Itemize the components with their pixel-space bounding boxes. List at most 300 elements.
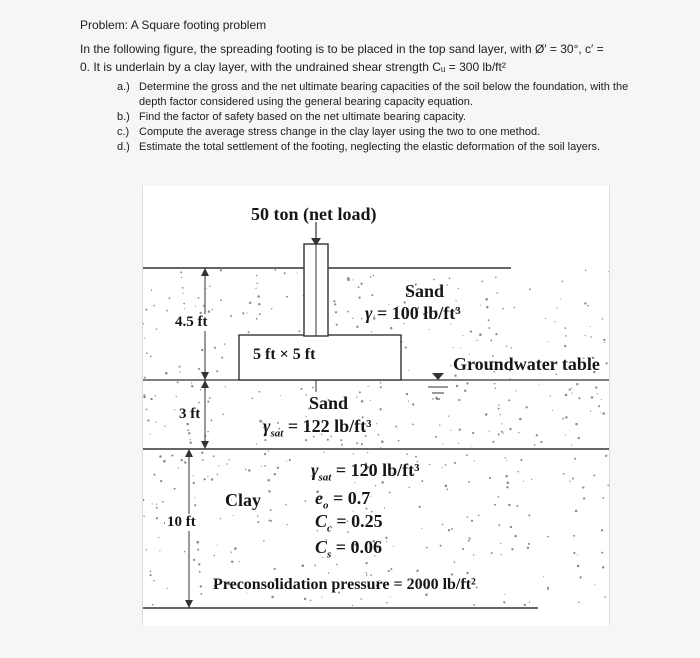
soil-speckle — [478, 515, 480, 517]
soil-speckle — [524, 604, 526, 606]
soil-speckle — [498, 524, 500, 526]
soil-speckle — [365, 562, 367, 564]
soil-speckle — [466, 454, 468, 456]
soil-speckle — [421, 528, 422, 529]
soil-speckle — [341, 444, 343, 446]
soil-speckle — [178, 467, 179, 468]
soil-speckle — [577, 565, 580, 568]
soil-speckle — [571, 392, 572, 393]
soil-speckle — [486, 306, 488, 308]
soil-speckle — [211, 478, 213, 480]
soil-speckle — [448, 529, 450, 531]
soil-speckle — [176, 396, 177, 397]
soil-speckle — [481, 281, 483, 283]
soil-speckle — [370, 496, 371, 497]
soil-speckle — [447, 284, 448, 285]
soil-speckle — [607, 484, 609, 486]
soil-speckle — [585, 335, 586, 336]
lower-sand-label: Sand — [309, 393, 349, 413]
preconsolidation-pressure — [213, 576, 476, 594]
soil-speckle — [252, 398, 254, 400]
soil-speckle — [602, 497, 604, 499]
soil-speckle — [248, 331, 250, 333]
soil-speckle — [563, 473, 565, 475]
soil-speckle — [466, 382, 468, 384]
soil-speckle — [442, 467, 443, 468]
soil-speckle — [156, 328, 157, 329]
soil-speckle — [380, 447, 381, 448]
top-sand-label: Sand — [405, 281, 445, 301]
soil-speckle — [429, 464, 431, 466]
soil-speckle — [534, 444, 536, 446]
soil-speckle — [565, 434, 566, 435]
soil-speckle — [335, 311, 337, 313]
soil-speckle — [554, 321, 555, 322]
soil-speckle — [498, 496, 500, 498]
soil-speckle — [504, 602, 506, 604]
soil-speckle — [419, 506, 421, 508]
soil-speckle — [359, 391, 361, 393]
soil-speckle — [202, 459, 204, 461]
soil-speckle — [257, 295, 260, 298]
gamma-subscript: sat — [318, 471, 332, 484]
soil-speckle — [256, 318, 258, 320]
soil-speckle — [286, 461, 287, 462]
soil-speckle — [590, 326, 591, 327]
soil-speckle — [256, 275, 258, 277]
preconsolidation-label: Preconsolidation pressure — [213, 576, 390, 593]
soil-speckle — [286, 524, 287, 525]
question-marker: b.) — [117, 111, 130, 123]
soil-speckle — [274, 568, 276, 570]
soil-speckle — [146, 549, 147, 550]
soil-speckle — [233, 515, 234, 516]
soil-speckle — [405, 347, 407, 349]
soil-speckle — [505, 457, 506, 458]
soil-speckle — [597, 393, 598, 394]
soil-speckle — [518, 432, 519, 433]
soil-speckle — [497, 292, 499, 294]
soil-speckle — [150, 398, 152, 400]
soil-speckle — [200, 593, 202, 595]
soil-speckle — [208, 310, 210, 312]
soil-speckle — [594, 584, 595, 585]
cc-symbol: C — [315, 511, 328, 531]
soil-speckle — [261, 466, 262, 467]
soil-speckle — [150, 574, 152, 576]
soil-speckle — [153, 474, 155, 476]
soil-speckle — [495, 388, 497, 390]
soil-speckle — [571, 388, 572, 389]
soil-speckle — [470, 330, 472, 332]
soil-speckle — [601, 552, 603, 554]
soil-speckle — [358, 296, 360, 298]
soil-speckle — [498, 433, 500, 435]
soil-speckle — [380, 386, 382, 388]
soil-speckle — [271, 596, 274, 599]
soil-speckle — [393, 546, 394, 547]
soil-speckle — [167, 588, 168, 589]
soil-speckle — [336, 564, 338, 566]
soil-speckle — [246, 312, 247, 313]
problem-intro — [80, 40, 640, 76]
soil-speckle — [572, 478, 574, 480]
soil-speckle — [490, 339, 492, 341]
soil-speckle — [584, 302, 586, 304]
soil-speckle — [182, 287, 184, 289]
soil-speckle — [473, 604, 475, 606]
soil-speckle — [543, 576, 544, 577]
soil-speckle — [488, 327, 490, 329]
footing-size-label: 5 ft × 5 ft — [253, 346, 316, 363]
soil-speckle — [406, 393, 408, 395]
clay-swell-index — [315, 537, 382, 561]
soil-speckle — [439, 425, 440, 426]
soil-speckle — [143, 499, 144, 501]
soil-speckle — [459, 428, 461, 430]
soil-speckle — [514, 535, 516, 537]
soil-speckle — [385, 537, 387, 539]
soil-speckle — [143, 516, 145, 518]
soil-speckle — [388, 570, 390, 572]
dimension-arrow-icon — [201, 441, 209, 449]
soil-speckle — [180, 271, 182, 273]
dimension-arrow-icon — [201, 380, 209, 388]
soil-speckle — [321, 597, 322, 598]
soil-speckle — [529, 601, 530, 602]
soil-speckle — [143, 396, 146, 399]
soil-speckle — [442, 443, 443, 444]
soil-speckle — [500, 543, 501, 544]
soil-speckle — [435, 436, 437, 438]
soil-speckle — [371, 294, 373, 296]
soil-speckle — [165, 372, 168, 375]
question-text: Determine the gross and the net ultimate bearing capacities of the soil below the foundation, with the depth factor considered using the general bearing capacity equation. — [139, 81, 629, 108]
soil-speckle — [564, 327, 566, 329]
soil-speckle — [583, 497, 585, 499]
soil-speckle — [144, 377, 146, 379]
soil-speckle — [508, 399, 510, 401]
soil-speckle — [190, 439, 191, 440]
soil-speckle — [602, 566, 604, 568]
void-ratio-symbol: e — [315, 488, 323, 508]
soil-speckle — [312, 387, 314, 389]
soil-speckle — [458, 399, 460, 401]
soil-speckle — [590, 336, 592, 338]
soil-speckle — [187, 430, 188, 431]
soil-speckle — [217, 545, 218, 546]
soil-speckle — [159, 455, 162, 458]
soil-speckle — [510, 526, 512, 528]
soil-speckle — [501, 554, 502, 555]
soil-speckle — [408, 401, 409, 402]
soil-speckle — [460, 347, 461, 348]
soil-speckle — [206, 288, 207, 289]
soil-speckle — [302, 564, 305, 567]
soil-speckle — [390, 568, 392, 570]
soil-speckle — [491, 552, 493, 554]
soil-speckle — [353, 453, 354, 454]
soil-speckle — [193, 475, 194, 476]
soil-speckle — [150, 356, 152, 358]
soil-speckle — [298, 330, 300, 332]
soil-speckle — [304, 598, 306, 600]
soil-speckle — [523, 481, 524, 482]
soil-speckle — [468, 481, 470, 483]
lower-sand-thickness-label: 3 ft — [179, 406, 201, 422]
soil-speckle — [203, 478, 205, 480]
dimension-arrow-icon — [185, 600, 193, 608]
soil-speckle — [229, 459, 230, 460]
soil-speckle — [462, 335, 463, 336]
soil-speckle — [421, 480, 423, 482]
void-ratio-subscript: o — [323, 499, 329, 512]
soil-speckle — [498, 408, 500, 410]
soil-speckle — [372, 275, 373, 276]
soil-speckle — [587, 305, 589, 307]
unit-weight-value: = 120 lb/ft³ — [335, 460, 420, 480]
question-a — [117, 80, 637, 110]
soil-speckle — [375, 485, 376, 486]
groundwater-marker-icon — [432, 373, 444, 380]
soil-speckle — [234, 547, 237, 550]
soil-speckle — [494, 504, 496, 506]
soil-speckle — [505, 475, 507, 477]
soil-speckle — [217, 474, 219, 476]
soil-speckle — [442, 524, 444, 526]
soil-speckle — [257, 521, 259, 523]
void-ratio-value: = 0.7 — [333, 488, 371, 508]
soil-speckle — [573, 535, 575, 537]
soil-speckle — [370, 276, 372, 278]
soil-speckle — [156, 517, 158, 519]
soil-speckle — [361, 318, 363, 320]
soil-speckle — [218, 465, 219, 466]
soil-speckle — [574, 458, 576, 460]
soil-speckle — [488, 430, 489, 431]
soil-speckle — [361, 400, 364, 403]
soil-speckle — [231, 561, 233, 563]
soil-speckle — [440, 545, 442, 547]
soil-speckle — [174, 488, 176, 490]
unit-weight-value: = 122 lb/ft³ — [287, 416, 372, 436]
soil-speckle — [203, 305, 205, 307]
question-marker: c.) — [117, 126, 130, 138]
soil-speckle — [376, 423, 377, 424]
soil-speckle — [547, 536, 549, 538]
soil-speckle — [181, 277, 182, 278]
soil-speckle — [370, 400, 371, 401]
soil-speckle — [212, 309, 213, 310]
soil-speckle — [267, 479, 270, 482]
soil-speckle — [489, 477, 491, 479]
soil-speckle — [449, 278, 451, 280]
soil-speckle — [406, 453, 408, 455]
soil-speckle — [221, 357, 223, 359]
soil-speckle — [600, 412, 601, 413]
soil-speckle — [305, 500, 307, 502]
soil-speckle — [480, 305, 481, 306]
soil-speckle — [195, 306, 196, 307]
soil-speckle — [285, 504, 286, 505]
soil-speckle — [529, 289, 531, 291]
soil-speckle — [230, 315, 232, 317]
soil-speckle — [280, 395, 281, 396]
soil-speckle — [415, 456, 417, 458]
soil-speckle — [386, 602, 387, 603]
soil-speckle — [289, 459, 291, 461]
soil-speckle — [390, 596, 391, 597]
soil-speckle — [197, 549, 199, 551]
soil-speckle — [184, 461, 186, 463]
soil-speckle — [510, 347, 511, 348]
soil-speckle — [196, 541, 199, 544]
soil-speckle — [263, 540, 265, 542]
soil-speckle — [608, 271, 609, 272]
soil-speckle — [177, 381, 179, 383]
soil-speckle — [257, 516, 258, 517]
soil-speckle — [328, 572, 329, 573]
soil-speckle — [360, 598, 362, 600]
soil-speckle — [550, 396, 551, 397]
soil-speckle — [305, 394, 307, 396]
soil-speckle — [258, 303, 260, 305]
soil-speckle — [502, 308, 504, 310]
question-text: Compute the average stress change in the clay layer using the two to one method. — [139, 126, 541, 138]
soil-speckle — [471, 520, 473, 522]
soil-speckle — [162, 501, 164, 503]
soil-speckle — [498, 404, 499, 405]
soil-speckle — [158, 537, 159, 538]
soil-speckle — [245, 469, 246, 470]
gamma-symbol: γ — [365, 303, 373, 323]
soil-speckle — [144, 338, 145, 339]
soil-speckle — [248, 469, 250, 471]
soil-speckle — [216, 370, 218, 372]
soil-speckle — [182, 293, 183, 294]
soil-speckle — [601, 399, 602, 400]
lower-sand-unit-weight — [263, 416, 372, 440]
soil-speckle — [492, 441, 494, 443]
soil-speckle — [575, 423, 578, 426]
soil-speckle — [153, 580, 155, 582]
soil-speckle — [536, 434, 538, 436]
gamma-symbol: γ — [311, 460, 319, 480]
soil-speckle — [356, 326, 358, 328]
soil-speckle — [456, 385, 458, 387]
soil-speckle — [495, 333, 497, 335]
soil-speckle — [271, 520, 273, 522]
soil-speckle — [224, 343, 225, 344]
soil-speckle — [585, 269, 587, 271]
soil-speckle — [169, 297, 171, 299]
question-d — [117, 140, 637, 155]
soil-speckle — [367, 452, 368, 453]
soil-speckle — [310, 600, 312, 602]
dimension-arrow-icon — [201, 372, 209, 380]
soil-speckle — [297, 272, 298, 273]
soil-speckle — [334, 303, 336, 305]
soil-speckle — [200, 389, 201, 390]
soil-speckle — [361, 443, 363, 445]
soil-speckle — [582, 486, 584, 488]
soil-speckle — [526, 406, 528, 408]
soil-speckle — [448, 415, 449, 416]
soil-speckle — [152, 604, 154, 606]
soil-speckle — [479, 333, 482, 336]
soil-speckle — [209, 285, 211, 287]
soil-speckle — [527, 547, 529, 549]
soil-speckle — [274, 269, 276, 271]
soil-speckle — [356, 442, 358, 444]
soil-speckle — [300, 388, 302, 390]
soil-speckle — [390, 327, 393, 330]
load-label: 50 ton (net load) — [251, 204, 377, 224]
soil-speckle — [468, 540, 470, 542]
soil-speckle — [198, 368, 200, 370]
soil-speckle — [249, 302, 251, 304]
question-marker: d.) — [117, 141, 130, 153]
soil-speckle — [151, 289, 152, 290]
soil-speckle — [378, 434, 380, 436]
footing-depth-label: 4.5 ft — [175, 314, 208, 330]
soil-speckle — [225, 386, 226, 387]
soil-speckle — [591, 396, 593, 398]
soil-speckle — [333, 300, 335, 302]
soil-speckle — [147, 419, 149, 421]
soil-speckle — [569, 389, 571, 391]
soil-speckle — [476, 340, 477, 341]
soil-speckle — [220, 518, 221, 519]
soil-speckle — [507, 482, 510, 485]
soil-speckle — [506, 486, 508, 488]
question-b — [117, 110, 637, 125]
soil-speckle — [458, 288, 459, 289]
soil-speckle — [519, 418, 522, 421]
soil-speckle — [598, 405, 600, 407]
soil-speckle — [166, 310, 168, 312]
soil-speckle — [191, 385, 193, 387]
soil-speckle — [501, 423, 502, 424]
soil-speckle — [358, 286, 360, 288]
soil-speckle — [605, 455, 607, 457]
soil-speckle — [264, 453, 266, 455]
cs-value: = 0.06 — [335, 537, 383, 557]
soil-speckle — [193, 482, 195, 484]
soil-speckle — [569, 480, 570, 481]
soil-speckle — [159, 550, 160, 551]
soil-speckle — [454, 462, 456, 464]
soil-speckle — [146, 409, 148, 411]
soil-speckle — [347, 277, 350, 280]
soil-speckle — [191, 382, 192, 383]
clay-thickness-label: 10 ft — [167, 514, 196, 530]
soil-speckle — [145, 309, 147, 311]
soil-speckle — [194, 497, 195, 498]
soil-speckle — [520, 459, 522, 461]
soil-speckle — [564, 345, 566, 347]
soil-speckle — [156, 507, 158, 509]
soil-speckle — [450, 430, 451, 431]
cc-subscript: c — [327, 522, 332, 535]
soil-speckle — [386, 541, 387, 542]
soil-speckle — [171, 455, 173, 457]
dimension-arrow-icon — [185, 449, 193, 457]
soil-speckle — [371, 331, 372, 332]
soil-speckle — [199, 571, 201, 573]
soil-speckle — [352, 318, 353, 319]
soil-speckle — [160, 480, 162, 482]
